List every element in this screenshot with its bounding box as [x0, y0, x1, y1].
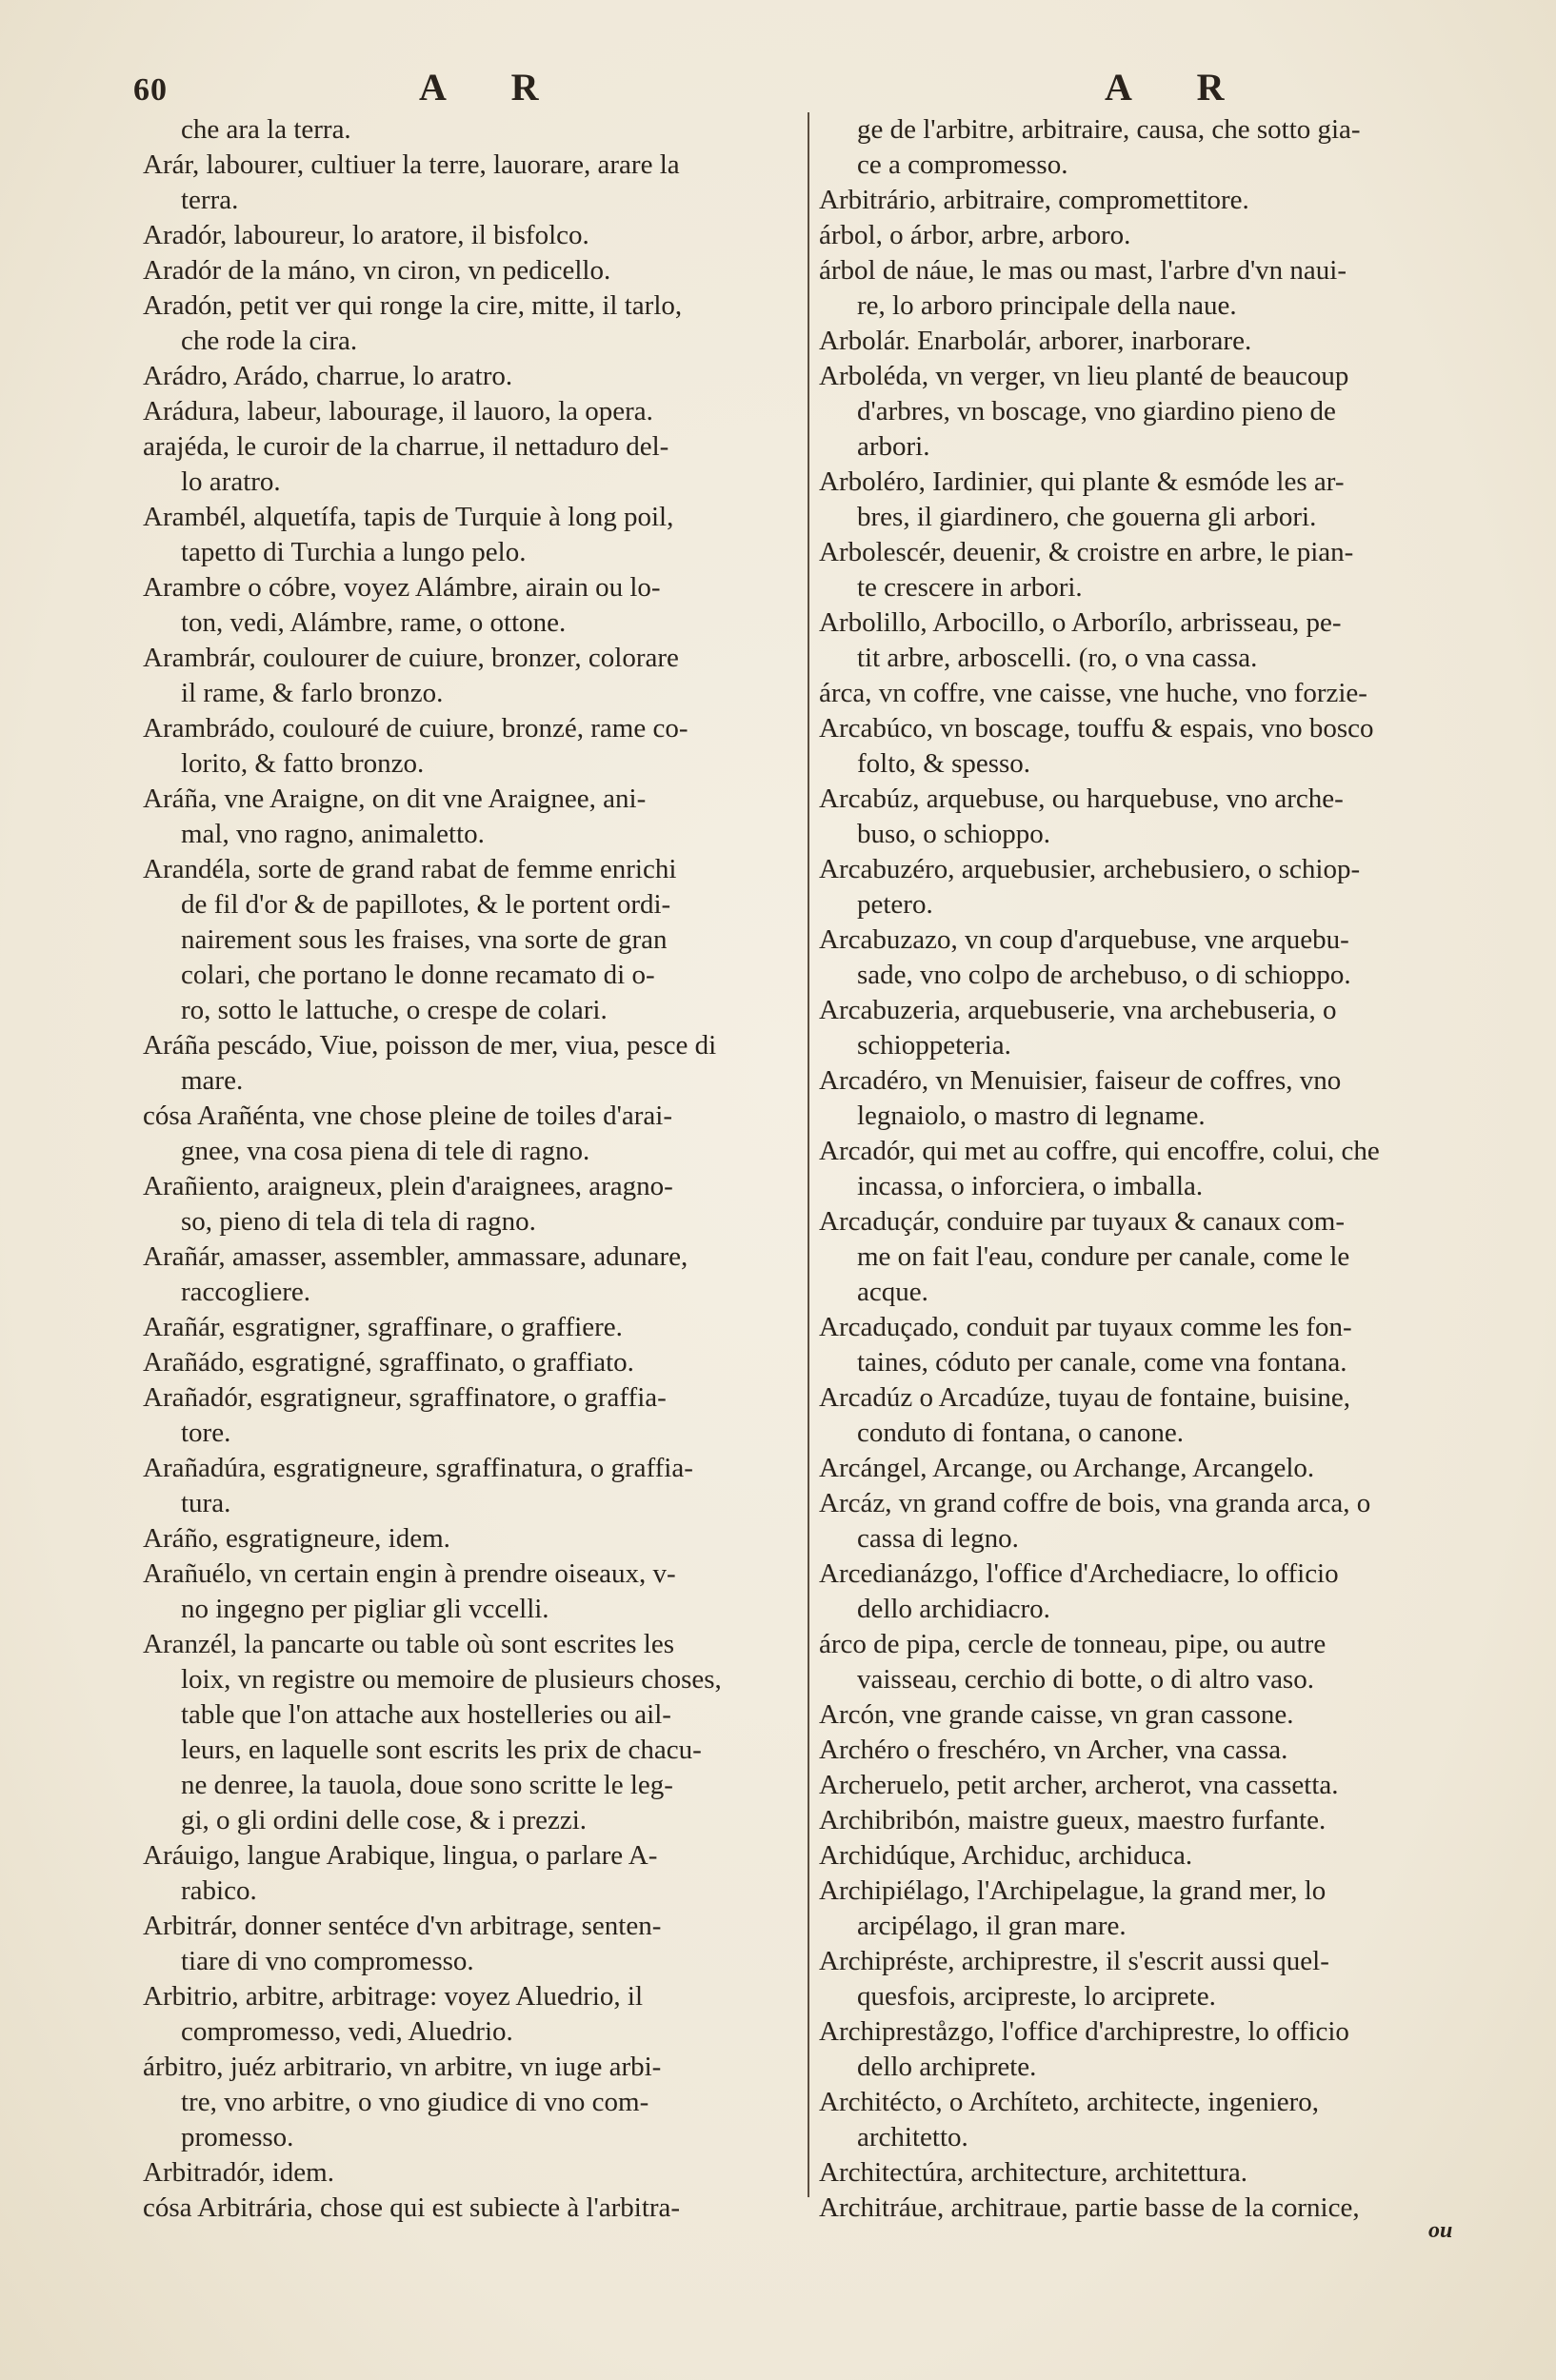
dictionary-line: leurs, en laquelle sont escrits les prix de chacu-: [181, 1735, 702, 1765]
dictionary-line: Arádro, Arádo, charrue, lo aratro.: [143, 361, 513, 391]
dictionary-line: mare.: [181, 1065, 244, 1096]
dictionary-line: ce a compromesso.: [857, 149, 1068, 180]
dictionary-line: dello archidiacro.: [857, 1594, 1050, 1624]
dictionary-line: vaisseau, cerchio di botte, o di altro vaso.: [857, 1664, 1314, 1695]
dictionary-line: petero.: [857, 889, 933, 920]
dictionary-line: architetto.: [857, 2122, 968, 2152]
page-number: 60: [133, 72, 168, 108]
dictionary-line: Arcadór, qui met au coffre, qui encoffre, colui, che: [819, 1136, 1380, 1166]
dictionary-line: cassa di legno.: [857, 1523, 1019, 1554]
dictionary-line: table que l'on attache aux hostelleries ou ail-: [181, 1699, 671, 1730]
dictionary-line: Arcón, vne grande caisse, vn gran cassone.: [819, 1699, 1294, 1730]
dictionary-line: Aráño, esgratigneure, idem.: [143, 1523, 450, 1554]
dictionary-line: Aradón, petit ver qui ronge la cire, mitte, il tarlo,: [143, 290, 683, 321]
dictionary-line: Arcángel, Arcange, ou Archange, Arcangelo.: [819, 1453, 1315, 1483]
dictionary-line: promesso.: [181, 2122, 294, 2152]
dictionary-line: Arcedianázgo, l'office d'Archediacre, lo officio: [819, 1558, 1339, 1589]
dictionary-line: Aradór de la máno, vn ciron, vn pedicello.: [143, 255, 611, 286]
left-column: [143, 112, 790, 2226]
dictionary-line: Arbitrário, arbitraire, compromettitore.: [819, 185, 1249, 215]
dictionary-line: Architectúra, architecture, architettura.: [819, 2157, 1248, 2188]
dictionary-line: taines, códuto per canale, come vna fontana.: [857, 1347, 1347, 1378]
dictionary-line: nairement sous les fraises, vna sorte de gran: [181, 924, 668, 955]
dictionary-line: Arañadúra, esgratigneure, sgraffinatura, o graffia-: [143, 1453, 693, 1483]
dictionary-line: Arcabúco, vn boscage, touffu & espais, vno bosco: [819, 713, 1374, 744]
dictionary-line: legnaiolo, o mastro di legname.: [857, 1101, 1206, 1131]
dictionary-line: tiare di vno compromesso.: [181, 1946, 474, 1976]
dictionary-line: Arboléda, vn verger, vn lieu planté de beaucoup: [819, 361, 1349, 391]
dictionary-line: Architécto, o Archíteto, architecte, ingeniero,: [819, 2087, 1320, 2117]
dictionary-line: ne denree, la tauola, doue sono scritte le leg-: [181, 1770, 673, 1800]
dictionary-line: Archeruelo, petit archer, archerot, vna cassetta.: [819, 1770, 1339, 1800]
dictionary-line: buso, o schioppo.: [857, 819, 1050, 849]
dictionary-line: Archipreståzgo, l'office d'archiprestre, lo officio: [819, 2016, 1349, 2047]
dictionary-line: Arboléro, Iardinier, qui plante & esmóde les ar-: [819, 466, 1345, 497]
dictionary-line: rabico.: [181, 1875, 257, 1906]
dictionary-line: mal, vno ragno, animaletto.: [181, 819, 485, 849]
dictionary-line: cósa Arañénta, vne chose pleine de toiles d'arai-: [143, 1101, 672, 1131]
dictionary-line: colari, che portano le donne recamato di o-: [181, 960, 655, 990]
dictionary-line: il rame, & farlo bronzo.: [181, 678, 444, 708]
dictionary-line: sade, vno colpo de archebuso, o di schioppo.: [857, 960, 1351, 990]
dictionary-line: Arambrádo, coulouré de cuiure, bronzé, rame co-: [143, 713, 688, 744]
dictionary-line: arcipélago, il gran mare.: [857, 1911, 1127, 1941]
dictionary-line: Aráña, vne Araigne, on dit vne Araignee, ani-: [143, 783, 647, 814]
dictionary-line: Arcadúz o Arcadúze, tuyau de fontaine, buisine,: [819, 1382, 1351, 1413]
running-head-left: A R: [419, 66, 568, 109]
dictionary-line: Arambrár, coulourer de cuiure, bronzer, colorare: [143, 643, 679, 673]
dictionary-line: árbol, o árbor, arbre, arboro.: [819, 220, 1131, 250]
dictionary-line: arbori.: [857, 431, 930, 462]
dictionary-line: re, lo arboro principale della naue.: [857, 290, 1237, 321]
dictionary-line: Aranzél, la pancarte ou table où sont escrites les: [143, 1629, 675, 1659]
dictionary-line: árbol de náue, le mas ou mast, l'arbre d'vn naui-: [819, 255, 1347, 286]
dictionary-line: acque.: [857, 1277, 928, 1307]
dictionary-line: incassa, o inforciera, o imballa.: [857, 1171, 1204, 1201]
dictionary-line: ton, vedi, Alámbre, rame, o ottone.: [181, 607, 567, 638]
dictionary-line: Arañádo, esgratigné, sgraffinato, o graffiato.: [143, 1347, 634, 1378]
dictionary-line: me on fait l'eau, condure per canale, come le: [857, 1241, 1350, 1272]
dictionary-line: Aráuigo, langue Arabique, lingua, o parlare A-: [143, 1840, 658, 1871]
dictionary-line: arajéda, le curoir de la charrue, il nettaduro del-: [143, 431, 669, 462]
dictionary-line: d'arbres, vn boscage, vno giardino pieno de: [857, 396, 1336, 426]
dictionary-line: Arbitrio, arbitre, arbitrage: voyez Aluedrio, il: [143, 1981, 644, 2012]
dictionary-line: che rode la cira.: [181, 326, 358, 356]
dictionary-line: árco de pipa, cercle de tonneau, pipe, ou autre: [819, 1629, 1327, 1659]
dictionary-line: Archibribón, maistre gueux, maestro furfante.: [819, 1805, 1327, 1835]
dictionary-line: raccogliere.: [181, 1277, 311, 1307]
dictionary-line: Arcabuzazo, vn coup d'arquebuse, vne arquebu-: [819, 924, 1349, 955]
dictionary-line: Arañiento, araigneux, plein d'araignees, aragno-: [143, 1171, 673, 1201]
dictionary-line: so, pieno di tela di tela di ragno.: [181, 1206, 536, 1237]
dictionary-line: Arcabuzéro, arquebusier, archebusiero, o schiop-: [819, 854, 1361, 884]
dictionary-line: Aráña pescádo, Viue, poisson de mer, viua, pesce di: [143, 1030, 717, 1061]
dictionary-line: ge de l'arbitre, arbitraire, causa, che sotto gia-: [857, 114, 1361, 145]
page-header: [133, 65, 1466, 112]
dictionary-line: tit arbre, arboscelli. (ro, o vna cassa.: [857, 643, 1258, 673]
dictionary-line: quesfois, arcipreste, lo arciprete.: [857, 1981, 1216, 2012]
dictionary-line: conduto di fontana, o canone.: [857, 1418, 1185, 1448]
dictionary-line: Arár, labourer, cultiuer la terre, lauorare, arare la: [143, 149, 680, 180]
dictionary-line: Arcabúz, arquebuse, ou harquebuse, vno arche-: [819, 783, 1344, 814]
running-head-right: A R: [1105, 66, 1253, 109]
dictionary-line: Arbitrár, donner sentéce d'vn arbitrage, senten-: [143, 1911, 662, 1941]
dictionary-line: Arambél, alquetífa, tapis de Turquie à long poil,: [143, 502, 674, 532]
dictionary-line: compromesso, vedi, Aluedrio.: [181, 2016, 513, 2047]
dictionary-line: Archipréste, archiprestre, il s'escrit aussi quel-: [819, 1946, 1329, 1976]
dictionary-line: tapetto di Turchia a lungo pelo.: [181, 537, 527, 567]
dictionary-line: tura.: [181, 1488, 231, 1518]
dictionary-line: tre, vno arbitre, o vno giudice di vno com-: [181, 2087, 649, 2117]
dictionary-line: Arañuélo, vn certain engin à prendre oiseaux, v-: [143, 1558, 676, 1589]
dictionary-line: Arbitradór, idem.: [143, 2157, 334, 2188]
dictionary-line: árca, vn coffre, vne caisse, vne huche, vno forzie-: [819, 678, 1367, 708]
dictionary-line: Arañár, amasser, assembler, ammassare, adunare,: [143, 1241, 688, 1272]
dictionary-line: Arcadéro, vn Menuisier, faiseur de coffres, vno: [819, 1065, 1342, 1096]
dictionary-line: no ingegno per pigliar gli vccelli.: [181, 1594, 549, 1624]
dictionary-line: lorito, & fatto bronzo.: [181, 748, 425, 779]
dictionary-line: de fil d'or & de papillotes, & le portent ordi-: [181, 889, 671, 920]
dictionary-line: lo aratro.: [181, 466, 281, 497]
dictionary-line: che ara la terra.: [181, 114, 351, 145]
dictionary-line: Arambre o cóbre, voyez Alámbre, airain ou lo-: [143, 572, 661, 603]
dictionary-line: folto, & spesso.: [857, 748, 1031, 779]
dictionary-line: árbitro, juéz arbitrario, vn arbitre, vn iuge arbi-: [143, 2052, 662, 2082]
dictionary-line: Archipiélago, l'Archipelague, la grand mer, lo: [819, 1875, 1327, 1906]
dictionary-line: Arádura, labeur, labourage, il lauoro, la opera.: [143, 396, 653, 426]
dictionary-line: Architráue, architraue, partie basse de la cornice,: [819, 2192, 1360, 2223]
dictionary-line: gnee, vna cosa piena di tele di ragno.: [181, 1136, 590, 1166]
dictionary-line: Arandéla, sorte de grand rabat de femme enrichi: [143, 854, 677, 884]
dictionary-line: Arcáz, vn grand coffre de bois, vna granda arca, o: [819, 1488, 1371, 1518]
dictionary-line: cósa Arbitrária, chose qui est subiecte à l'arbitra-: [143, 2192, 681, 2223]
dictionary-line: terra.: [181, 185, 239, 215]
dictionary-line: tore.: [181, 1418, 231, 1448]
dictionary-line: Arbolár. Enarbolár, arborer, inarborare.: [819, 326, 1252, 356]
dictionary-line: Arañadór, esgratigneur, sgraffinatore, o graffia-: [143, 1382, 667, 1413]
dictionary-line: Arcabuzeria, arquebuserie, vna archebuseria, o: [819, 995, 1337, 1025]
dictionary-line: dello archiprete.: [857, 2052, 1037, 2082]
dictionary-line: Aradór, laboureur, lo aratore, il bisfolco.: [143, 220, 589, 250]
catchword: ou: [1428, 2218, 1453, 2243]
dictionary-line: Arcaduçado, conduit par tuyaux comme les fon-: [819, 1312, 1352, 1342]
dictionary-line: gi, o gli ordini delle cose, & i prezzi.: [181, 1805, 588, 1835]
dictionary-line: Arcaduçár, conduire par tuyaux & canaux com-: [819, 1206, 1346, 1237]
dictionary-line: schioppeteria.: [857, 1030, 1011, 1061]
dictionary-line: Archéro o freschéro, vn Archer, vna cassa.: [819, 1735, 1288, 1765]
dictionary-line: ro, sotto le lattuche, o crespe de colari.: [181, 995, 608, 1025]
dictionary-line: Archidúque, Archiduc, archiduca.: [819, 1840, 1193, 1871]
dictionary-line: Arbolillo, Arbocillo, o Arborílo, arbrisseau, pe-: [819, 607, 1342, 638]
column-divider: [808, 112, 809, 2197]
dictionary-line: bres, il giardinero, che gouerna gli arbori.: [857, 502, 1317, 532]
dictionary-line: Arbolescér, deuenir, & croistre en arbre, le pian-: [819, 537, 1354, 567]
dictionary-line: te crescere in arbori.: [857, 572, 1083, 603]
dictionary-line: Arañár, esgratigner, sgraffinare, o graffiere.: [143, 1312, 623, 1342]
dictionary-line: loix, vn registre ou memoire de plusieurs choses,: [181, 1664, 722, 1695]
right-column: [819, 112, 1476, 2226]
